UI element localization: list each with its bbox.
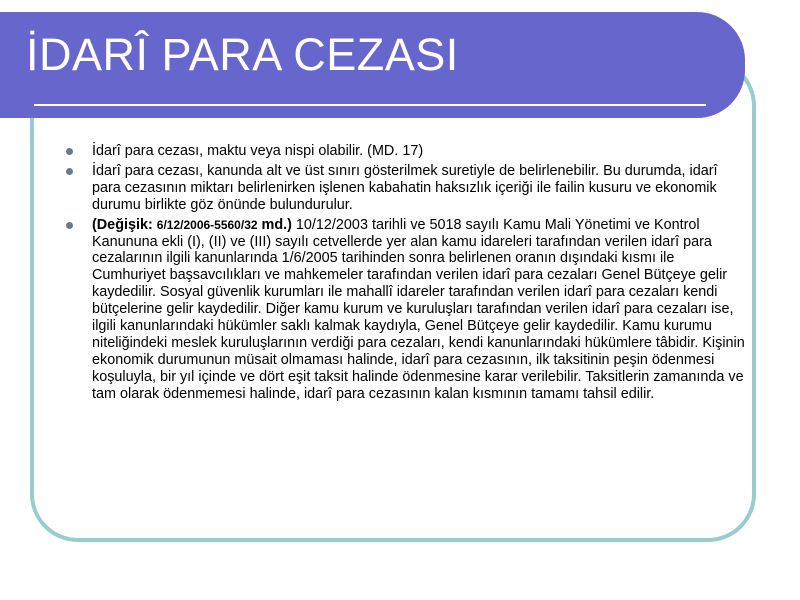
- bullet-list: [66, 143, 746, 403]
- bullet-item-2: [66, 163, 746, 214]
- amendment-close: md.): [257, 216, 292, 233]
- amendment-open: (Değişik:: [92, 216, 157, 233]
- bullet-text-3: 10/12/2003 tarihli ve 5018 sayılı Kamu Mali Yönetimi ve Kontrol Kanununa ekli (I), (II) ve (III) sayılı cetvellerde yer alan kamu idareleri tarafından verilen idarî para cezalarının ilgili kanunlarında 1/6/2005 tarihinden sonra belirlenen oranın dışındaki kısmı ile Cumhuriyet başsavcılıkları ve mahkemeler tarafından verilen idarî para cezaları Genel Bütçeye gelir kaydedilir. Sosyal güvenlik kurumları ile mahallî idareler tarafından verilen idarî para cezaları kendi bütçelerine gelir kaydedilir. Diğer kamu kurum ve kuruluşları tarafından verilen idarî para cezaları ise, ilgili kanunlarındaki hükümler saklı kalmak kaydıyla, Genel Bütçeye gelir kaydedilir. Kamu kurumu niteliğindeki meslek kuruluşlarının verdiği para cezaları, kendi kanunlarındaki hükümlere tâbidir. Kişinin ekonomik durumunun müsait olmaması halinde, idarî para cezasının, ilk taksitinin peşin ödenmesi koşuluyla, bir yıl içinde ve dört eşit taksit halinde ödenmesine karar verilebilir. Taksitlerin zamanında ve tam olarak ödenmemesi halinde, idarî para cezasının kalan kısmının tamamı tahsil edilir.: [92, 216, 745, 402]
- slide-content: [66, 143, 746, 406]
- bullet-dot-icon: [66, 168, 73, 175]
- amendment-note: [92, 217, 292, 233]
- bullet-dot-icon: [66, 148, 73, 155]
- bullet-text-1: İdarî para cezası, maktu veya nispi olabilir. (MD. 17): [92, 143, 424, 159]
- bullet-item-1: [66, 143, 746, 160]
- slide-title: İDARÎ PARA CEZASI: [26, 29, 459, 80]
- bullet-item-3: [66, 217, 746, 403]
- bullet-text-2: İdarî para cezası, kanunda alt ve üst sınırı gösterilmek suretiyle de belirlenebilir. Bu durumda, idarî para cezasının miktarı belirlenirken işlenen kabahatin haksızlık içeriği ile failin kusuru ve ekonomik durumu birlikte göz önünde bulundurulur.: [92, 162, 718, 213]
- amendment-date: 6/12/2006-5560/32: [156, 217, 258, 232]
- bullet-dot-icon: [66, 222, 73, 229]
- title-underline: [34, 104, 706, 106]
